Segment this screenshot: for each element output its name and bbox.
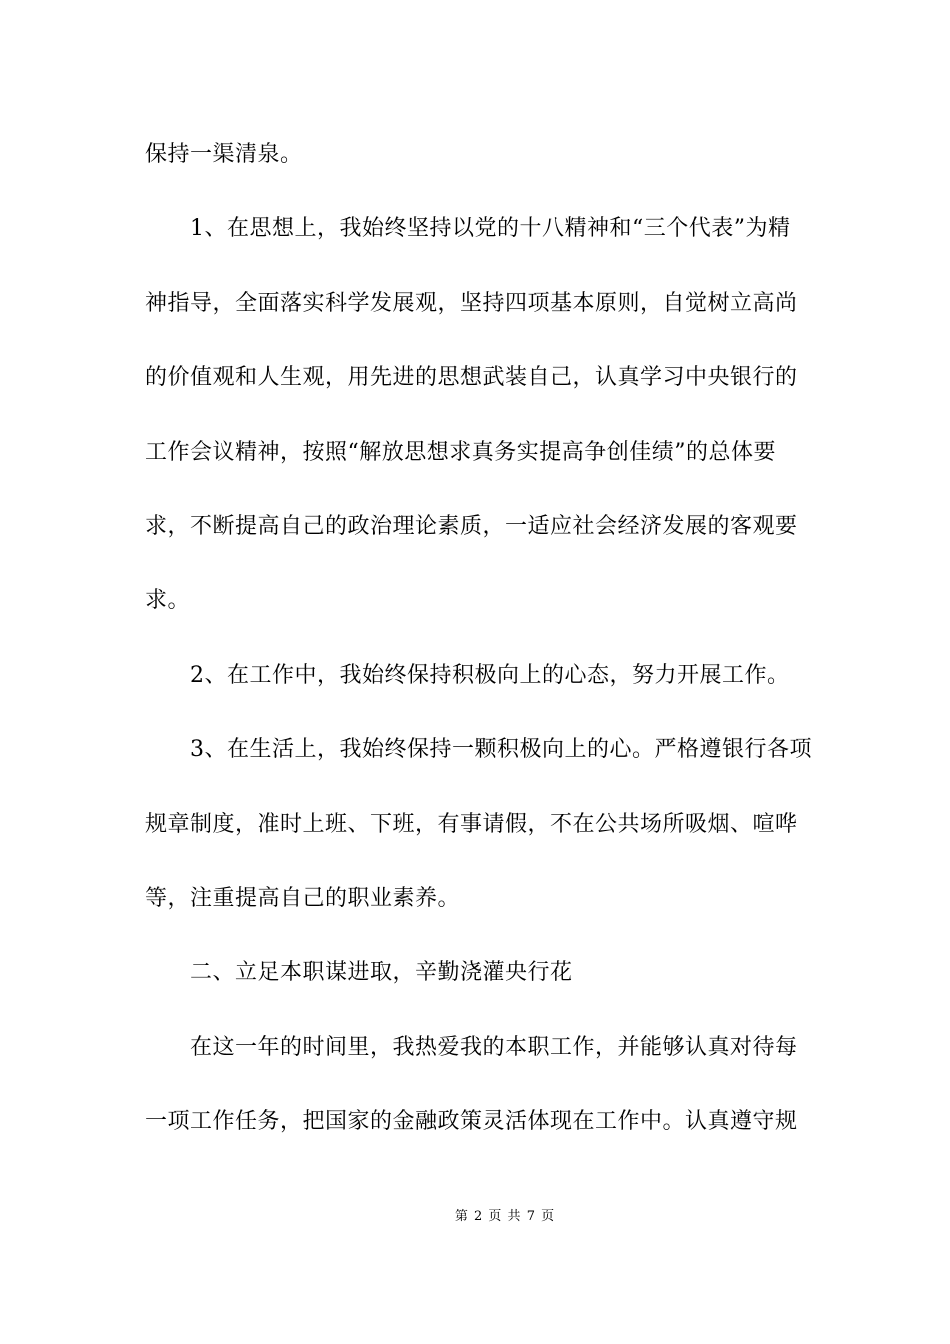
text-line-10: 规章制度，准时上班、下班，有事请假，不在公共场所吸烟、喧哗 [145,812,798,837]
text-line-2: 1、在思想上，我始终坚持以党的十八精神和“三个代表”为精 [190,216,791,241]
text-line-3: 神指导，全面落实科学发展观，坚持四项基本原则，自觉树立高尚 [145,291,798,316]
text-line-9: 3、在生活上，我始终保持一颗积极向上的心。严格遵银行各项 [190,737,812,762]
page-footer: 第 2 页 共 7 页 [454,1209,556,1224]
text-line-5: 工作会议精神，按照“解放思想求真务实提高争创佳绩”的总体要 [145,440,776,465]
text-line-14: 一项工作任务，把国家的金融政策灵活体现在工作中。认真遵守规 [145,1109,798,1134]
text-line-8: 2、在工作中，我始终保持积极向上的心态，努力开展工作。 [190,663,790,688]
text-line-13: 在这一年的时间里，我热爱我的本职工作，并能够认真对待每 [190,1035,798,1060]
text-line-1: 保持一渠清泉。 [145,142,303,167]
section-heading: 二、立足本职谋进取，辛勤浇灌央行花 [190,960,573,985]
text-line-6: 求，不断提高自己的政治理论素质，一适应社会经济发展的客观要 [145,514,798,539]
text-line-11: 等，注重提高自己的职业素养。 [145,886,461,911]
text-line-7: 求。 [145,588,191,613]
text-line-4: 的价值观和人生观，用先进的思想武装自己，认真学习中央银行的 [145,365,798,390]
